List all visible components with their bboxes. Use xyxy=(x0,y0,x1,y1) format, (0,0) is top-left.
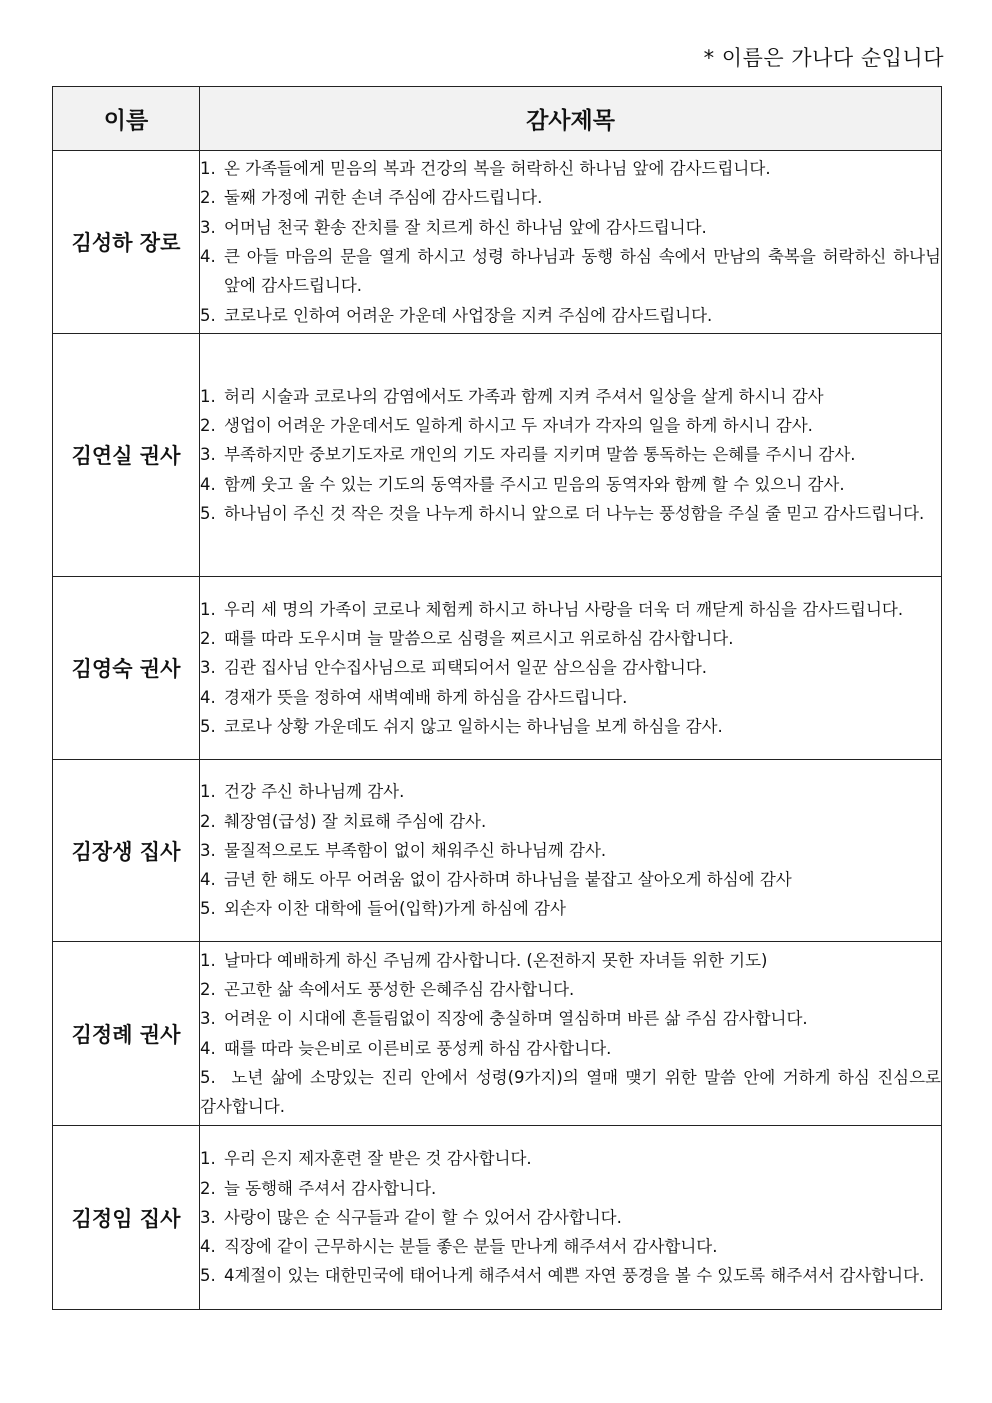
table-row xyxy=(53,942,942,1126)
list-item: 5. 외손자 이찬 대학에 들어(입학)가게 하심에 감사 xyxy=(200,899,566,919)
ordering-note: * 이름은 가나다 순입니다 xyxy=(703,46,944,70)
gratitude-list xyxy=(200,595,941,741)
gratitude-items-cell xyxy=(200,1126,942,1310)
gratitude-items-cell xyxy=(200,942,942,1126)
table-row xyxy=(53,577,942,760)
member-name: 김정임 집사 xyxy=(53,1126,200,1310)
list-item: 1. 우리 세 명의 가족이 코로나 체험케 하시고 하나님 사랑을 더욱 더 깨닫게 하심을 감사드립니다. xyxy=(200,599,904,619)
gratitude-table xyxy=(52,86,942,1310)
list-item: 3. 사랑이 많은 순 식구들과 같이 할 수 있어서 감사합니다. xyxy=(200,1207,622,1227)
gratitude-items-cell xyxy=(200,577,942,760)
table-row xyxy=(53,334,942,577)
member-name: 김정례 권사 xyxy=(53,942,200,1126)
list-item: 2. 곤고한 삶 속에서도 풍성한 은혜주심 감사합니다. xyxy=(200,979,575,999)
list-item: 2. 때를 따라 도우시며 늘 말씀으로 심령을 찌르시고 위로하심 감사합니다. xyxy=(200,629,734,649)
gratitude-items-cell xyxy=(200,760,942,942)
list-item: 5. 하나님이 주신 것 작은 것을 나누게 하시니 앞으로 더 나누는 풍성함을 주실 줄 믿고 감사드립니다. xyxy=(200,503,925,523)
list-item: 5. 코로나로 인하여 어려운 가운데 사업장을 지켜 주심에 감사드립니다. xyxy=(200,305,713,325)
list-item: 3. 김관 집사님 안수집사님으로 피택되어서 일꾼 삼으심을 감사합니다. xyxy=(200,658,708,678)
list-item: 2. 췌장염(급성) 잘 치료해 주심에 감사. xyxy=(200,811,487,831)
list-item: 3. 물질적으로도 부족함이 없이 채워주신 하나님께 감사. xyxy=(200,840,607,860)
list-item: 5. 4계절이 있는 대한민국에 태어나게 해주셔서 예쁜 자연 풍경을 볼 수 있도록 해주셔서 감사합니다. xyxy=(200,1266,925,1286)
list-item: 2. 둘째 가정에 귀한 손녀 주심에 감사드립니다. xyxy=(200,188,543,208)
list-item: 5. 노년 삶에 소망있는 진리 안에서 성령(9가지)의 열매 맺기 위한 말씀 안에 거하게 하심 진심으로 감사합니다. xyxy=(200,1067,941,1117)
list-item: 4. 큰 아들 마음의 문을 열게 하시고 성령 하나님과 동행 하심 속에서 만남의 축복을 허락하신 하나님 앞에 감사드립니다. xyxy=(200,247,941,296)
list-item: 4. 함께 웃고 울 수 있는 기도의 동역자를 주시고 믿음의 동역자와 함께 할 수 있으니 감사. xyxy=(200,474,845,494)
table-row xyxy=(53,1126,942,1310)
list-item: 1. 허리 시술과 코로나의 감염에서도 가족과 함께 지켜 주셔서 일상을 살게 하시니 감사 xyxy=(200,386,824,406)
column-header-name: 이름 xyxy=(53,87,200,151)
list-item: 4. 경재가 뜻을 정하여 새벽예배 하게 하심을 감사드립니다. xyxy=(200,687,628,707)
list-item: 1. 우리 은지 제자훈련 잘 받은 것 감사합니다. xyxy=(200,1149,532,1169)
list-item: 1. 온 가족들에게 믿음의 복과 건강의 복을 허락하신 하나님 앞에 감사드립니다. xyxy=(200,159,771,179)
list-item: 1. 건강 주신 하나님께 감사. xyxy=(200,782,405,802)
list-item: 4. 때를 따라 늦은비로 이른비로 풍성케 하심 감사합니다. xyxy=(200,1038,612,1058)
list-item: 5. 코로나 상황 가운데도 쉬지 않고 일하시는 하나님을 보게 하심을 감사. xyxy=(200,716,723,736)
table-header-row xyxy=(53,87,942,151)
member-name: 김영숙 권사 xyxy=(53,577,200,760)
gratitude-list xyxy=(200,946,941,1122)
list-item: 2. 생업이 어려운 가운데서도 일하게 하시고 두 자녀가 각자의 일을 하게 하시니 감사. xyxy=(200,416,813,436)
list-item: 4. 직장에 같이 근무하시는 분들 좋은 분들 만나게 해주셔서 감사합니다. xyxy=(200,1237,718,1257)
column-header-items: 감사제목 xyxy=(200,87,942,151)
gratitude-items-cell xyxy=(200,151,942,334)
list-item: 3. 어머님 천국 환송 잔치를 잘 치르게 하신 하나님 앞에 감사드립니다. xyxy=(200,217,707,237)
list-item: 1. 날마다 예배하게 하신 주님께 감사합니다. (온전하지 못한 자녀들 위한 기도) xyxy=(200,950,768,970)
gratitude-list xyxy=(200,777,941,923)
member-name: 김장생 집사 xyxy=(53,760,200,942)
list-item: 3. 어려운 이 시대에 흔들림없이 직장에 충실하며 열심하며 바른 삶 주심 감사합니다. xyxy=(200,1009,808,1029)
gratitude-items-cell xyxy=(200,334,942,577)
gratitude-list xyxy=(200,154,941,330)
member-name: 김성하 장로 xyxy=(53,151,200,334)
gratitude-list xyxy=(200,382,941,528)
member-name: 김연실 권사 xyxy=(53,334,200,577)
list-item: 2. 늘 동행해 주셔서 감사합니다. xyxy=(200,1178,437,1198)
table-row xyxy=(53,151,942,334)
list-item: 3. 부족하지만 중보기도자로 개인의 기도 자리를 지키며 말씀 통독하는 은혜를 주시니 감사. xyxy=(200,445,856,465)
table-row xyxy=(53,760,942,942)
list-item: 4. 금년 한 해도 아무 어려움 없이 감사하며 하나님을 붙잡고 살아오게 하심에 감사 xyxy=(200,870,792,890)
gratitude-list xyxy=(200,1144,941,1290)
